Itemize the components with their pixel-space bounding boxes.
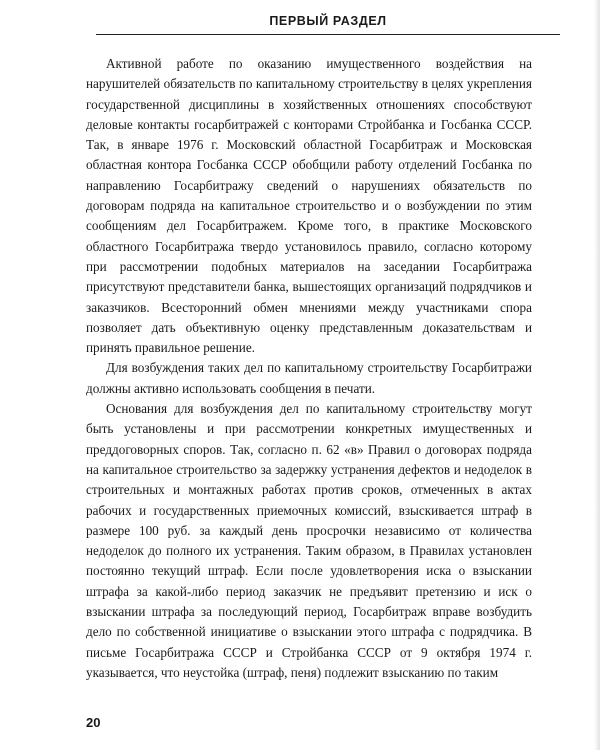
paragraph-3: Основания для возбуждения дел по капитальному строительству могут быть установлены и при рассмотрении конкретных имущественных и преддоговорных споров. Так, согласно п. 62 «в» Правил о договорах подряда на капитальное строительство за задержку устранения дефектов и недоделок в строительных и монтажных работах против сроков, отмеченных в актах рабочих и государственных приемочных комиссий, взыскивается штраф в размере 100 руб. за каждый день просрочки независимо от количества недоделок до полного их устранения. Таким образом, в Правилах установлен постоянно текущий штраф. Если после удовлетворения иска о взыскании штрафа за какой-либо период заказчик не предъявит претензию и иск о взыскании штрафа за последующий период, Госарбитраж вправе возбудить дело по собственной инициативе о взыскании этого штрафа с подрядчика. В письме Госарбитража СССР и Стройбанка СССР от 9 октября 1974 г. указывается, что неустойка (штраф, пеня) подлежит взысканию по таким [86, 401, 532, 680]
running-header: ПЕРВЫЙ РАЗДЕЛ [96, 14, 560, 35]
page-number: 20 [86, 715, 101, 730]
page-edge-shadow [594, 0, 600, 750]
body-text [86, 54, 532, 683]
paragraph-1: Активной работе по оказанию имущественного воздействия на нарушителей обязательств по капитальному строительству в целях укрепления государственной дисциплины в хозяйственных отношениях способствуют деловые контакты госарбитражей с конторами Стройбанка и Госбанка СССР. Так, в январе 1976 г. Московский областной Госарбитраж и Московская областная контора Госбанка СССР обобщили работу отделений Госбанка по направлению Госарбитражу сведений о нарушениях обязательств по договорам подряда на капитальное строительство и о возбуждении по этим сообщениям дел Госарбитражем. Кроме того, в практике Московского областного Госарбитража твердо установилось правило, согласно которому при рассмотрении подобных материалов на заседании Госарбитража присутствуют представители банка, вышестоящих организаций подрядчиков и заказчиков. Всесторонний обмен мнениями между участниками спора позволяет дать объективную оценку представленным доказательствам и принять правильное решение. [86, 56, 532, 356]
paragraph-2: Для возбуждения таких дел по капитальному строительству Госарбитражи должны активно использовать сообщения в печати. [86, 360, 532, 396]
